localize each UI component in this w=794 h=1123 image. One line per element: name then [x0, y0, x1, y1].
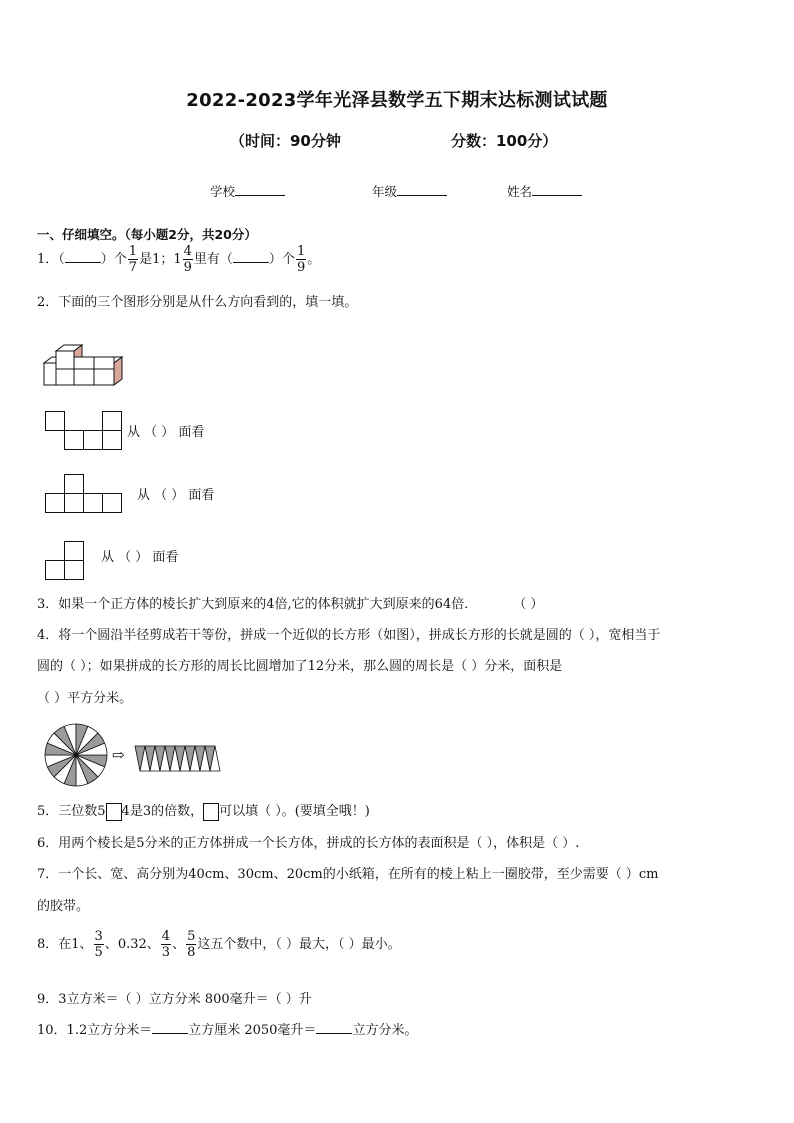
- name-blank[interactable]: [532, 183, 582, 196]
- fraction: $\frac{4}{3}$: [161, 929, 171, 960]
- school-field[interactable]: [210, 182, 285, 200]
- question-1: 1．（ ）个 $\frac{1}{7}$ 是1；1 $\frac{4}{9}$ 里有（ ）个 $\frac{1}{9}$ 。: [37, 244, 321, 275]
- grade-field[interactable]: [372, 182, 447, 200]
- total-score: 分数：100分）: [451, 132, 558, 150]
- view-1-figure: [45, 411, 123, 451]
- answer-blank[interactable]: [152, 1021, 188, 1034]
- cube-stack-figure: [44, 343, 124, 387]
- view-2-label: 从 （ ） 面看: [137, 488, 215, 503]
- grade-label: 年级: [372, 184, 398, 199]
- digit-box[interactable]: [203, 803, 219, 821]
- fraction: $\frac{4}{9}$: [183, 244, 192, 275]
- question-5: 5．三位数5 4是3的倍数， 可以填（ ）。(要填全哦！): [37, 804, 370, 819]
- view-1-label: 从 （ ） 面看: [127, 425, 205, 440]
- fraction: $\frac{3}{5}$: [94, 929, 103, 960]
- view-3-label: 从 （ ） 面看: [101, 550, 179, 565]
- school-label: 学校: [210, 184, 236, 199]
- name-label: 姓名: [507, 184, 533, 199]
- fraction: $\frac{5}{8}$: [187, 929, 196, 960]
- question-2: 2．下面的三个图形分别是从什么方向看到的，填一填。: [37, 295, 358, 310]
- answer-blank[interactable]: [316, 1021, 352, 1034]
- page-title: 2022-2023学年光泽县数学五下期末达标测试试题: [186, 90, 608, 111]
- fraction: $\frac{1}{9}$: [296, 244, 306, 275]
- question-9: 9．3立方米＝（ ）立方分米 800毫升＝（ ）升: [37, 992, 312, 1007]
- question-10: 10．1.2立方分米＝ 立方厘米 2050毫升＝ 立方分米。: [37, 1023, 418, 1038]
- rectangle-sectors-figure: [132, 745, 222, 773]
- question-6: 6．用两个棱长是5分米的正方体拼成一个长方体，拼成的长方体的表面积是（ ），体积是（ ）.: [37, 836, 580, 851]
- answer-blank: （ ）: [513, 597, 544, 612]
- name-field[interactable]: [507, 182, 582, 200]
- question-4-line-3: （ ）平方分米。: [37, 691, 133, 706]
- question-7-line-1: 7．一个长、宽、高分别为40cm、30cm、20cm的小纸箱，在所有的棱上粘上一圈胶带，至少需要（ ）cm: [37, 867, 659, 882]
- grade-blank[interactable]: [397, 183, 447, 196]
- question-3: 3．如果一个正方体的棱长扩大到原来的4倍,它的体积就扩大到原来的64倍． （ ）: [37, 597, 544, 612]
- fraction: $\frac{1}{7}$: [128, 244, 138, 275]
- school-blank[interactable]: [235, 183, 285, 196]
- question-4-line-1: 4．将一个圆沿半径剪成若干等份，拼成一个近似的长方形（如图），拼成长方形的长就是圆的（ ），宽相当于: [37, 628, 661, 643]
- question-7-line-2: 的胶带。: [37, 899, 90, 914]
- circle-sectors-figure: [43, 722, 109, 788]
- section-heading: 一、仔细填空。（每小题2分，共20分）: [37, 227, 257, 242]
- view-3-figure: [45, 541, 85, 581]
- question-4-line-2: 圆的（ ）；如果拼成的长方形的周长比圆增加了12分米，那么圆的周长是（ ）分米，面积是: [37, 659, 563, 674]
- arrow-icon: ⇨: [112, 746, 125, 764]
- digit-box[interactable]: [106, 803, 122, 821]
- view-2-figure: [45, 474, 123, 514]
- question-8: 8．在1、 $\frac{3}{5}$ 、0.32、 $\frac{4}{3}$ 、 $\frac{5}{8}$ 这五个数中，（ ）最大，（ ）最小。: [37, 929, 401, 960]
- time-limit: （时间：90分钟: [230, 132, 341, 150]
